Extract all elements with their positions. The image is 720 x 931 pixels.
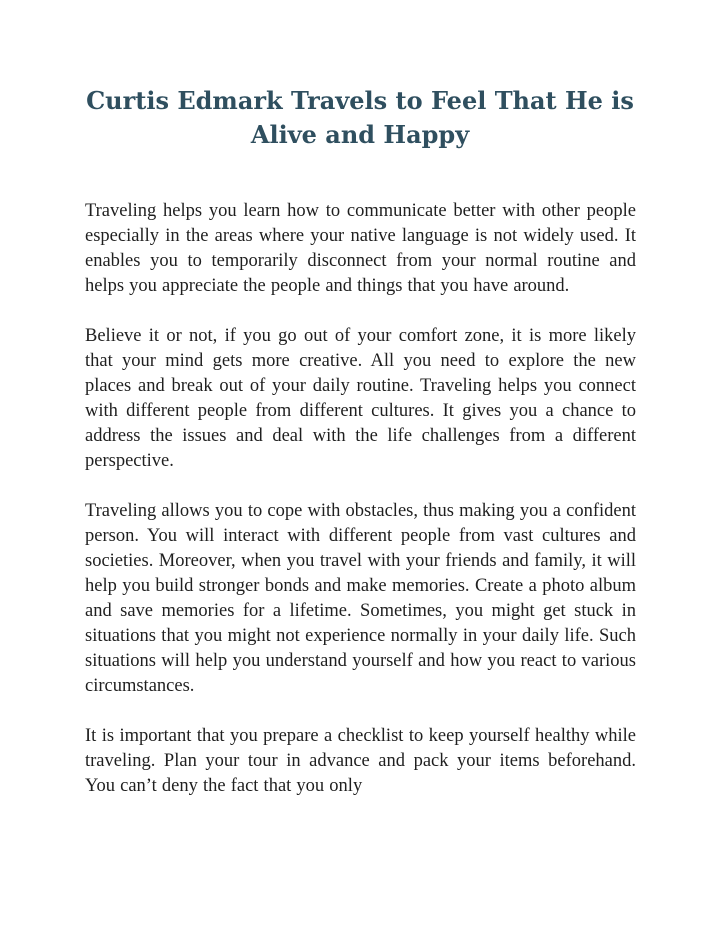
paragraph-1: Traveling helps you learn how to communicate better with other people especially in the areas where your native language is not widely used. It enables you to temporarily disconnect from your normal routine and helps you appreciate the people and things that you have around. [85,201,636,296]
page-title [60,84,660,152]
title-line-2: Alive and Happy [250,120,470,149]
article-body [85,199,636,824]
paragraph-3: Traveling allows you to cope with obstacles, thus making you a confident person. You will interact with different people from vast cultures and societies. Moreover, when you travel with your friends and family, it will help you build stronger bonds and make memories. Create a photo album and save memories for a lifetime. Sometimes, you might get stuck in situations that you might not experience normally in your daily life. Such situations will help you understand yourself and how you react to various circumstances. [85,501,636,696]
paragraph-2: Believe it or not, if you go out of your comfort zone, it is more likely that your mind gets more creative. All you need to explore the new places and break out of your daily routine. Traveling helps you connect with different people from different cultures. It gives you a chance to address the issues and deal with the life challenges from a different perspective. [85,326,636,471]
paragraph-4: It is important that you prepare a checklist to keep yourself healthy while traveling. Plan your tour in advance and pack your items beforehand. You can’t deny the fact that you only [85,726,636,796]
title-line-1: Curtis Edmark Travels to Feel That He is [86,86,634,115]
